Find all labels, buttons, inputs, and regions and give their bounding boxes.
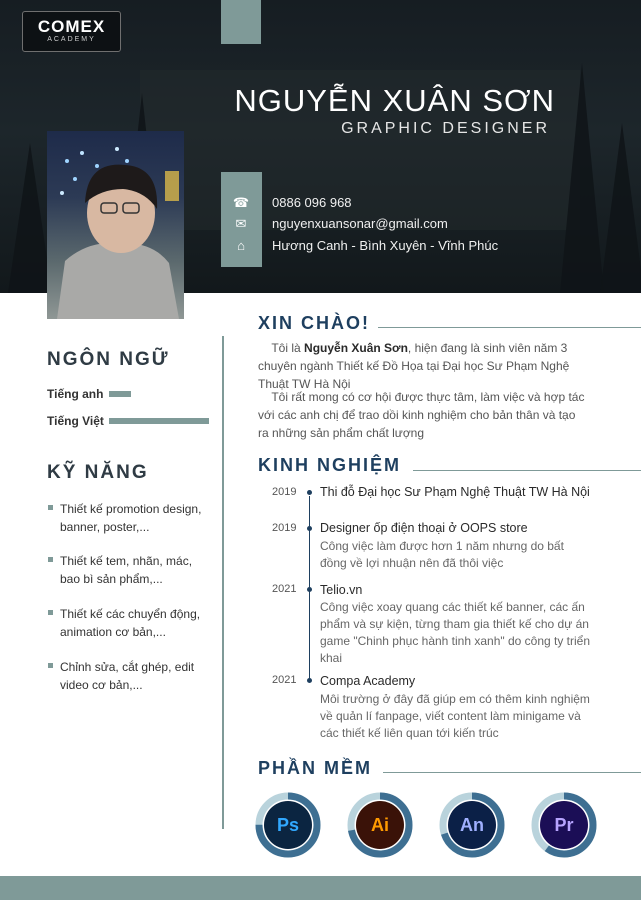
timeline-dot: [307, 526, 312, 531]
contact-address: Hương Canh - Bình Xuyên - Vĩnh Phúc: [272, 238, 499, 253]
software-ring-premiere: [531, 792, 597, 858]
timeline-title: Compa Academy: [320, 674, 416, 688]
contact-phone[interactable]: 0886 096 968: [272, 195, 352, 210]
skill-item: Thiết kế promotion design, banner, poster,...: [48, 500, 213, 536]
section-divider: [383, 772, 641, 773]
timeline-year: 2019: [272, 486, 297, 498]
timeline-desc: Công việc xoay quang các thiết kế banner, các ấn phẩm và sự kiện, từng tham gia thiết kế cho dự án game "Chinh phục hành tinh xanh" do công ty triển khai: [320, 600, 591, 665]
bullet-icon: [48, 663, 53, 668]
timeline-desc: Công việc làm được hơn 1 năm nhưng do bất đồng về lợi nhuận nên đã thôi việc: [320, 539, 564, 570]
timeline-title: Thi đỗ Đại học Sư Phạm Nghệ Thuật TW Hà Nội: [320, 485, 590, 499]
background-tree: [560, 63, 604, 293]
skill-item: Chỉnh sửa, cắt ghép, edit video cơ bản,...: [48, 658, 213, 694]
timeline-dot: [307, 678, 312, 683]
intro-name: Nguyễn Xuân Sơn: [304, 341, 408, 355]
timeline-dot: [307, 587, 312, 592]
footer-bar: [0, 876, 641, 900]
languages-title: NGÔN NGỮ: [47, 349, 170, 370]
timeline-dot: [307, 490, 312, 495]
email-icon: ✉: [235, 216, 247, 231]
home-icon: ⌂: [237, 238, 245, 253]
timeline-title: Designer ốp điện thoại ở OOPS store: [320, 521, 528, 535]
person-role: GRAPHIC DESIGNER: [341, 120, 550, 137]
language-label: Tiếng anh: [47, 387, 104, 401]
software-label: An: [460, 815, 484, 835]
skill-item: Thiết kế tem, nhãn, mác, bao bì sản phẩm,...: [48, 552, 213, 588]
bullet-icon: [48, 610, 53, 615]
software-title: PHẦN MỀM: [258, 758, 372, 778]
portrait-illustration: [47, 131, 184, 319]
experience-title: KINH NGHIỆM: [258, 455, 401, 475]
timeline-title: Telio.vn: [320, 583, 363, 597]
profile-photo: [47, 131, 184, 319]
software-ring-illustrator: [347, 792, 413, 858]
software-label: Ps: [276, 815, 300, 835]
background-tree: [8, 143, 52, 293]
language-level-bar: [109, 418, 209, 424]
timeline-year: 2021: [272, 674, 297, 686]
section-divider: [413, 470, 641, 471]
phone-icon: ☎: [232, 195, 250, 210]
software-ring-photoshop: [255, 792, 321, 858]
logo-sub-text: ACADEMY: [47, 36, 96, 43]
skill-item: Thiết kế các chuyển động, animation cơ bản,...: [48, 605, 213, 641]
software-label: Ai: [371, 815, 389, 835]
background-tree: [600, 123, 641, 293]
software-ring-animate: [439, 792, 505, 858]
language-label: Tiếng Việt: [47, 414, 104, 428]
person-name: NGUYỄN XUÂN SƠN: [234, 83, 555, 118]
intro-paragraph: Tôi là Nguyễn Xuân Sơn, hiện đang là sinh viên năm 3 chuyên ngành Thiết kế Đồ Họa tại Đại học Sư Phạm Nghệ Thuật TW Hà Nội: [258, 341, 570, 391]
intro-title: XIN CHÀO!: [258, 313, 370, 333]
contact-email[interactable]: nguyenxuansonar@gmail.com: [272, 216, 448, 231]
column-divider: [222, 336, 224, 829]
timeline-year: 2021: [272, 583, 297, 595]
skills-title: KỸ NĂNG: [47, 462, 149, 483]
bullet-icon: [48, 505, 53, 510]
timeline-year: 2019: [272, 522, 297, 534]
intro-paragraph: Tôi rất mong có cơ hội được thực tâm, làm việc và hợp tác với các anh chị để trao dồi kinh nghiệm cho bản thân và tạo ra những sản phẩm chất lượng: [258, 390, 585, 440]
accent-block: [221, 0, 261, 44]
section-divider: [378, 327, 641, 328]
bullet-icon: [48, 557, 53, 562]
timeline-desc: Môi trường ở đây đã giúp em có thêm kinh nghiệm về quản lí fanpage, viết content làm minigame và các thiết kế liên quan tới kiến trúc: [320, 692, 590, 740]
software-label: Pr: [554, 815, 574, 835]
logo: [22, 11, 121, 52]
language-level-bar: [109, 391, 131, 397]
logo-main-text: COMEX: [37, 17, 106, 36]
